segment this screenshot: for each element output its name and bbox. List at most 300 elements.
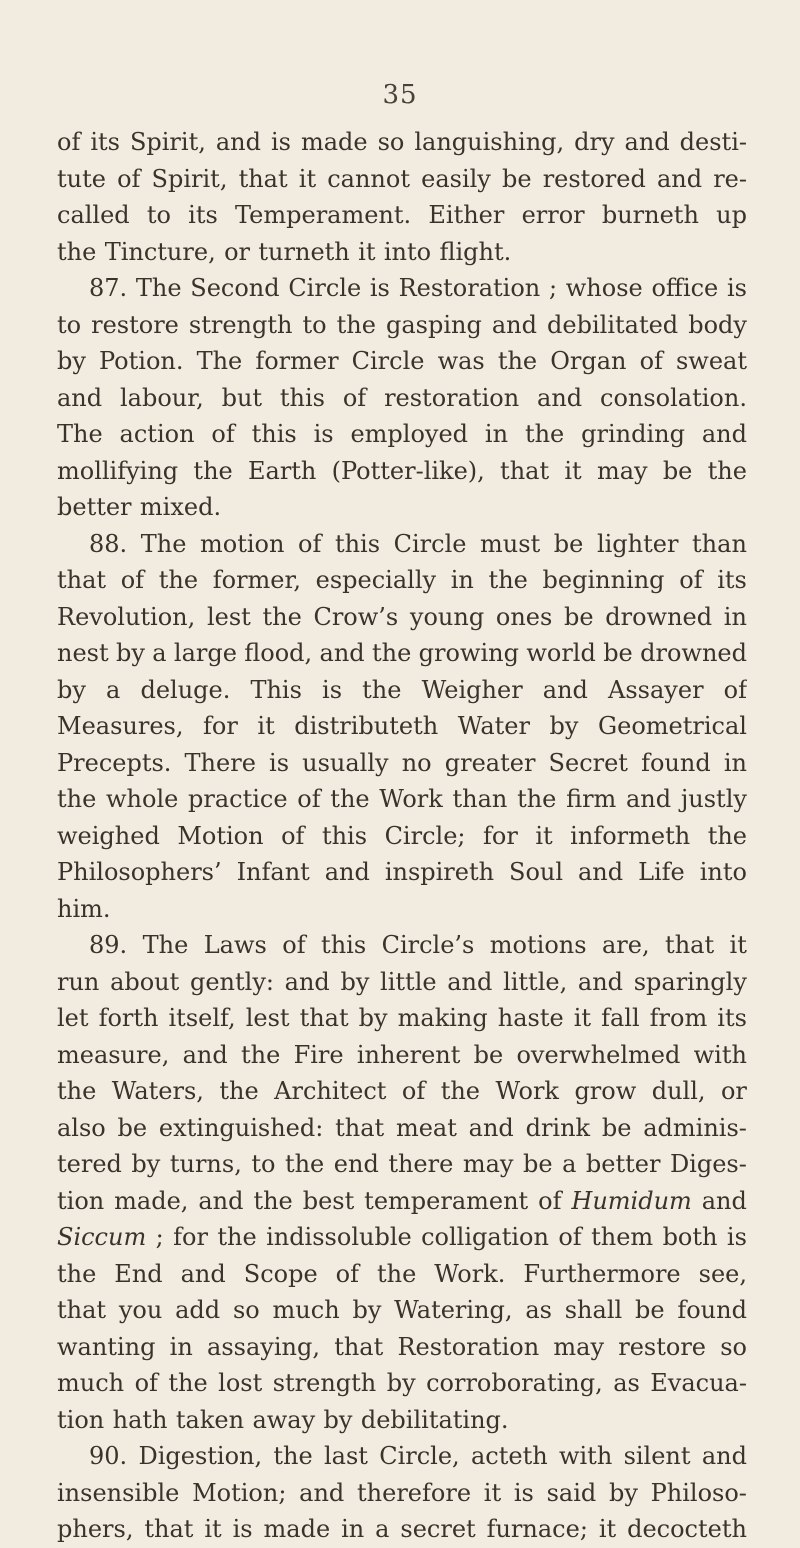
word: is xyxy=(369,274,390,302)
text-line xyxy=(57,1292,747,1329)
word: Organ xyxy=(550,347,627,375)
word: for xyxy=(173,1223,208,1251)
word: Scope xyxy=(243,1259,318,1288)
word: tion xyxy=(57,1405,105,1434)
word: away xyxy=(252,1405,316,1434)
word: and xyxy=(57,383,103,412)
word: the xyxy=(217,1223,257,1251)
word: by xyxy=(57,347,86,375)
text-line xyxy=(57,1000,747,1037)
word: Waters, xyxy=(111,1077,204,1105)
word: of xyxy=(281,821,305,850)
text-line xyxy=(57,599,747,636)
word: and xyxy=(701,1442,747,1470)
word: the xyxy=(372,639,412,667)
word: the xyxy=(273,1442,313,1470)
word: so xyxy=(232,1296,260,1324)
word: be xyxy=(501,164,532,193)
word: in xyxy=(169,1332,193,1361)
word: also xyxy=(57,1113,106,1142)
word: and xyxy=(491,310,538,339)
word: the xyxy=(57,1259,97,1288)
word: Circle xyxy=(351,347,425,375)
word: the xyxy=(253,1186,293,1215)
word: him. xyxy=(57,894,111,923)
word: is xyxy=(313,420,334,448)
word: strength xyxy=(188,310,293,339)
word: as xyxy=(613,1369,640,1397)
word: assaying, xyxy=(207,1332,320,1361)
word: Tincture, xyxy=(104,237,216,266)
word: by xyxy=(115,639,145,667)
word: of xyxy=(558,1223,582,1251)
word: sweat xyxy=(675,347,747,375)
word: the xyxy=(262,602,302,631)
text-line xyxy=(57,635,747,672)
text-line xyxy=(57,562,747,599)
word: see, xyxy=(698,1259,747,1288)
text-line xyxy=(57,1110,747,1147)
word: Philosophers’ xyxy=(57,858,222,886)
word: from xyxy=(649,1004,708,1032)
word: The xyxy=(196,347,243,375)
word: in xyxy=(723,748,747,777)
text-line xyxy=(57,197,747,234)
word: into xyxy=(383,237,432,266)
text-line xyxy=(57,380,747,417)
word: meat xyxy=(395,1113,457,1142)
word: Circle, xyxy=(379,1442,460,1470)
word: of xyxy=(211,420,235,448)
word: be xyxy=(603,639,633,667)
word: former, xyxy=(212,566,301,594)
word: and xyxy=(198,1186,244,1215)
word: re- xyxy=(713,164,747,193)
text-line xyxy=(57,672,747,709)
text-line xyxy=(57,964,747,1001)
word: that xyxy=(335,1113,385,1142)
word: may xyxy=(462,1150,514,1178)
word: so xyxy=(377,128,405,156)
word: dry xyxy=(574,128,615,156)
word: to xyxy=(146,201,171,229)
word: of xyxy=(723,675,747,704)
word: that xyxy=(144,1515,194,1543)
word: Laws xyxy=(203,931,267,959)
word: cannot xyxy=(327,164,410,193)
word: ones xyxy=(495,602,553,631)
text-line xyxy=(57,927,747,964)
word: be xyxy=(662,456,693,485)
word: as xyxy=(525,1296,552,1324)
word: the xyxy=(219,1077,259,1105)
word: Restoration xyxy=(398,274,541,302)
text-line xyxy=(57,124,747,161)
word: error xyxy=(521,201,585,229)
word: and xyxy=(542,675,588,704)
word: young xyxy=(409,602,485,631)
word: up xyxy=(716,201,747,229)
text-line xyxy=(57,161,747,198)
word: with xyxy=(558,1442,613,1470)
word: Life xyxy=(638,858,685,886)
word: be xyxy=(117,1113,148,1142)
word: furnace; xyxy=(486,1515,588,1543)
word: End xyxy=(114,1259,163,1288)
word: it xyxy=(204,1515,222,1543)
word: 87. xyxy=(89,274,128,302)
text-line xyxy=(57,708,747,745)
word: is xyxy=(270,128,291,156)
text-line xyxy=(57,1438,747,1475)
word: better xyxy=(585,1150,661,1178)
word: that xyxy=(299,1004,349,1032)
word: strength xyxy=(272,1369,377,1397)
word: its xyxy=(717,1004,747,1032)
word: of xyxy=(134,1369,158,1397)
word: Crow’s xyxy=(313,602,399,631)
word: and xyxy=(656,164,703,193)
word: found xyxy=(641,748,711,777)
word: adminis- xyxy=(643,1113,747,1142)
word: 88. xyxy=(89,529,128,558)
word: called xyxy=(57,201,130,229)
word: its xyxy=(717,566,747,594)
word: let xyxy=(57,1004,89,1032)
word: and xyxy=(182,1040,228,1069)
word: motions xyxy=(489,931,587,959)
word: beginning xyxy=(542,566,665,594)
text-line xyxy=(57,1183,747,1220)
word: lest xyxy=(206,602,251,631)
word: the xyxy=(284,1150,325,1178)
word: turns, xyxy=(169,1150,242,1178)
word: is xyxy=(726,274,747,302)
word: desti- xyxy=(679,128,747,156)
text-line xyxy=(57,1365,747,1402)
word: it xyxy=(564,456,582,485)
word: tute xyxy=(57,164,106,193)
word: is xyxy=(232,1515,253,1543)
word: restore xyxy=(91,310,179,339)
word: former xyxy=(255,347,339,375)
word: them xyxy=(591,1223,654,1251)
word: must xyxy=(480,529,541,558)
word: Circle’s xyxy=(381,931,475,959)
word: for xyxy=(203,712,238,740)
word: inherent xyxy=(356,1040,461,1069)
word: it xyxy=(358,237,376,266)
word: be xyxy=(563,602,594,631)
page-number: 35 xyxy=(382,80,418,110)
word: and xyxy=(537,383,583,412)
word: by xyxy=(608,1478,638,1507)
word: but xyxy=(221,383,263,412)
word: consolation. xyxy=(600,383,747,412)
word: restoration xyxy=(384,383,520,412)
text-line xyxy=(57,526,747,563)
word: lest xyxy=(245,1004,290,1032)
word: a xyxy=(562,1150,577,1178)
word: in xyxy=(450,566,474,594)
word: it xyxy=(257,712,275,740)
word: Potion. xyxy=(99,347,184,375)
word: drowned xyxy=(640,639,747,667)
word: you xyxy=(118,1296,163,1324)
word: drowned xyxy=(605,602,713,631)
word: haste xyxy=(497,1004,564,1032)
word: Motion xyxy=(177,821,264,850)
word: insensible xyxy=(57,1478,180,1507)
text-line xyxy=(57,489,747,526)
text-line xyxy=(57,1475,747,1512)
word: lost xyxy=(218,1369,263,1397)
word: world xyxy=(526,639,596,667)
word: a xyxy=(106,675,121,704)
word: this xyxy=(334,529,381,558)
word: tion xyxy=(57,1186,105,1215)
word: and xyxy=(577,967,624,996)
word: 90. xyxy=(89,1442,128,1470)
word: Diges- xyxy=(669,1150,747,1178)
word: of xyxy=(57,128,81,156)
word: of xyxy=(679,566,703,594)
word: tered xyxy=(57,1150,122,1178)
word: deluge. xyxy=(140,675,231,704)
word: both xyxy=(662,1223,718,1251)
word: making xyxy=(397,1004,488,1032)
word: grow xyxy=(574,1077,637,1105)
text-line xyxy=(57,307,747,344)
text-line xyxy=(57,1037,747,1074)
word: and xyxy=(319,639,365,667)
word: it xyxy=(483,1478,502,1507)
word: add xyxy=(175,1296,221,1324)
word: than xyxy=(452,785,508,813)
word: or xyxy=(720,1077,747,1105)
word: hath xyxy=(112,1405,168,1434)
text-line xyxy=(57,270,747,307)
word: action xyxy=(119,420,195,448)
word: Geometrical xyxy=(597,712,747,740)
word: it xyxy=(298,164,317,193)
word: ; xyxy=(155,1223,164,1251)
word: overwhelmed xyxy=(516,1040,681,1069)
text-line xyxy=(57,818,747,855)
word: found xyxy=(677,1296,747,1324)
word: or xyxy=(224,237,251,266)
word: the xyxy=(488,566,528,594)
word: Soul xyxy=(509,858,564,886)
word: that xyxy=(334,1332,384,1361)
word: much xyxy=(57,1369,125,1397)
text-line xyxy=(57,1329,747,1366)
word: justly xyxy=(680,785,747,813)
word: weighed xyxy=(57,821,160,850)
word: Philoso- xyxy=(650,1478,747,1507)
word: and xyxy=(299,1478,345,1507)
word: little xyxy=(380,967,437,996)
word: by xyxy=(358,1004,388,1032)
word: Fire xyxy=(293,1040,344,1069)
body-text xyxy=(57,124,747,1548)
word: of xyxy=(282,931,306,959)
word: office xyxy=(651,274,719,302)
word: and xyxy=(468,1113,514,1142)
word: Circle xyxy=(288,274,362,302)
word: the xyxy=(497,347,538,375)
word: of xyxy=(639,347,663,375)
word: There xyxy=(184,748,256,777)
word: with xyxy=(693,1040,747,1069)
word: than xyxy=(692,529,747,558)
word: its xyxy=(188,201,218,229)
word: by xyxy=(131,1150,161,1178)
word: restored xyxy=(542,164,646,193)
word: Either xyxy=(428,201,505,229)
text-line xyxy=(57,1219,747,1256)
word: this xyxy=(321,931,367,959)
word: end xyxy=(333,1150,379,1178)
word: Circle; xyxy=(384,821,466,850)
word: Spirit, xyxy=(129,128,206,156)
word: Assayer xyxy=(608,675,704,704)
word: a xyxy=(152,639,167,667)
text-line xyxy=(57,781,747,818)
text-line xyxy=(57,891,747,928)
word: temperament xyxy=(364,1186,529,1215)
word: The xyxy=(142,931,189,959)
word: measure, xyxy=(57,1040,170,1069)
word: Motion; xyxy=(192,1478,287,1507)
word: to xyxy=(57,310,82,339)
word: Revolution, xyxy=(57,602,196,631)
word: made xyxy=(300,128,368,156)
text-line xyxy=(57,416,747,453)
word: of xyxy=(120,566,145,594)
word: and xyxy=(447,967,493,996)
word: therefore xyxy=(357,1478,472,1507)
text-line xyxy=(57,1256,747,1293)
word: taken xyxy=(175,1405,245,1434)
word: of xyxy=(342,383,367,412)
word: itself, xyxy=(168,1004,236,1032)
word: flight. xyxy=(439,237,512,266)
word: Measures, xyxy=(57,712,184,740)
word: this xyxy=(279,383,325,412)
word: firm xyxy=(566,785,617,813)
word: large xyxy=(173,639,237,667)
word: a xyxy=(375,1515,390,1543)
word: shall xyxy=(564,1296,623,1324)
word: gently: xyxy=(189,967,274,996)
word: whole xyxy=(106,785,179,813)
word: employed xyxy=(350,420,469,448)
word: that xyxy=(57,1296,107,1324)
word: This xyxy=(250,675,302,704)
text-line xyxy=(57,1073,747,1110)
word: that xyxy=(500,456,550,485)
word: flood, xyxy=(244,639,313,667)
word: be xyxy=(473,1040,504,1069)
word: debilitating. xyxy=(360,1405,509,1434)
word: Siccum xyxy=(57,1223,147,1251)
word: 89. xyxy=(89,931,128,959)
word: by xyxy=(57,675,86,704)
word: especially xyxy=(315,566,437,594)
word: by xyxy=(386,1369,416,1397)
word: its xyxy=(90,128,120,156)
word: Second xyxy=(190,274,280,302)
text-line xyxy=(57,854,747,891)
word: easily xyxy=(421,164,491,193)
word: and xyxy=(626,785,672,813)
word: be xyxy=(522,1150,553,1178)
word: body xyxy=(688,310,747,339)
word: lighter xyxy=(596,529,679,558)
word: forth xyxy=(98,1004,159,1032)
word: Evacua- xyxy=(650,1369,747,1397)
word: Humidum xyxy=(571,1186,692,1215)
word: mollifying xyxy=(57,456,179,485)
word: whose xyxy=(565,274,643,302)
text-line xyxy=(57,234,747,271)
word: Digestion, xyxy=(138,1442,263,1470)
word: the xyxy=(57,237,97,266)
word: and xyxy=(180,1259,226,1288)
word: ; xyxy=(548,274,558,302)
word: the xyxy=(330,785,370,813)
word: Infant xyxy=(236,858,310,886)
word: by xyxy=(323,1405,353,1434)
word: the xyxy=(517,785,557,813)
word: much xyxy=(272,1296,340,1324)
word: the xyxy=(57,785,97,813)
word: made xyxy=(263,1515,331,1543)
word: that xyxy=(665,931,715,959)
word: inspireth xyxy=(384,858,495,886)
word: the xyxy=(707,821,747,850)
word: for xyxy=(483,821,518,850)
word: Secret xyxy=(548,748,628,777)
word: may xyxy=(596,456,648,485)
word: that xyxy=(57,566,107,594)
word: Earth xyxy=(247,456,317,485)
word: greater xyxy=(444,748,536,777)
word: may xyxy=(553,1332,605,1361)
word: Water xyxy=(457,712,530,740)
word: of xyxy=(538,1186,562,1215)
word: colligation xyxy=(421,1223,549,1251)
word: said xyxy=(546,1478,597,1507)
word: in xyxy=(723,602,747,631)
word: no xyxy=(401,748,432,777)
word: it xyxy=(729,931,747,959)
word: and xyxy=(284,967,330,996)
word: labour, xyxy=(120,383,204,412)
word: it xyxy=(573,1004,592,1032)
text-line xyxy=(57,343,747,380)
word: Architect xyxy=(274,1077,387,1105)
word: there xyxy=(388,1150,454,1178)
word: Precepts. xyxy=(57,748,172,777)
word: by xyxy=(340,967,370,996)
word: about xyxy=(110,967,180,996)
word: Watering, xyxy=(394,1296,513,1324)
word: grinding xyxy=(581,420,685,448)
word: Weigher xyxy=(421,675,523,704)
word: the xyxy=(440,1077,481,1105)
